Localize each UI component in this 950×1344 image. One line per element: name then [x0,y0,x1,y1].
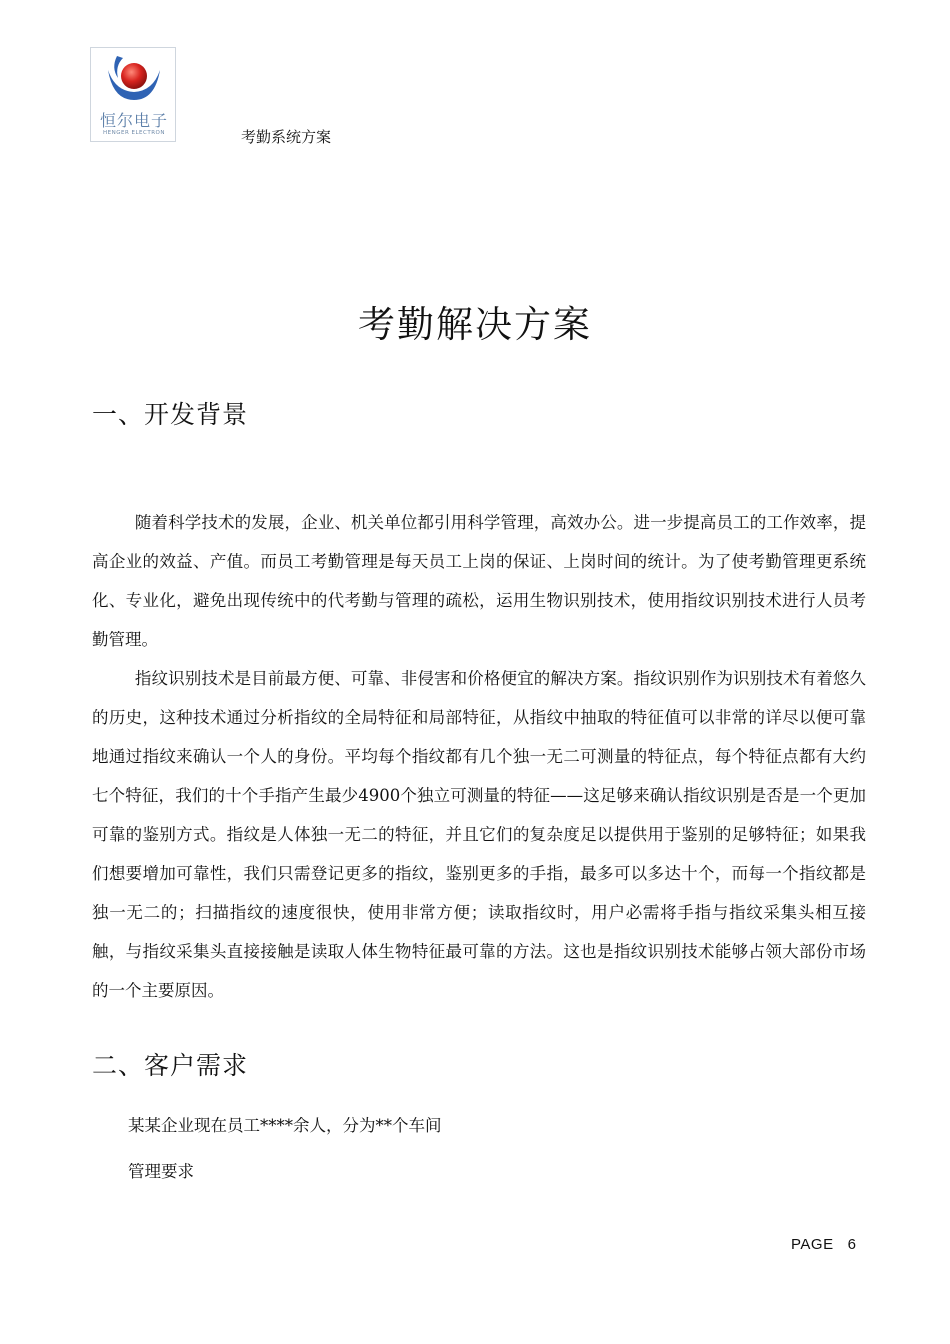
document-title: 考勤解决方案 [358,303,592,346]
company-logo [90,47,176,142]
requirement-line-staff: 某某企业现在员工****余人，分为**个车间 [128,1116,442,1135]
section-heading-requirements: 二、客户需求 [92,1051,249,1080]
logo-name-cn: 恒尔电子 [99,111,168,130]
logo-name-en: HENGER ELECTRON [102,130,165,136]
paragraph-background-1: 随着科学技术的发展，企业、机关单位都引用科学管理，高效办公。进一步提高员工的工作效率，提高企业的效益、产值。而员工考勤管理是每天员工上岗的保证、上岗时间的统计。为了使考勤管理更系统化、专业化，避免出现传统中的代考勤与管理的疏松，运用生物识别技术，使用指纹识别技术进行人员考勤管理。 [92,513,866,649]
page-number [791,1236,856,1253]
page-label: PAGE [791,1236,834,1253]
header-title: 考勤系统方案 [241,128,332,146]
page-number-value: 6 [847,1236,857,1253]
logo-emblem-icon [91,48,177,110]
paragraph-background-2: 指纹识别技术是目前最方便、可靠、非侵害和价格便宜的解决方案。指纹识别作为识别技术有着悠久的历史，这种技术通过分析指纹的全局特征和局部特征，从指纹中抽取的特征值可以非常的详尽以便可靠地通过指纹来确认一个人的身份。平均每个指纹都有几个独一无二可测量的特征点，每个特征点都有大约七个特征，我们的十个手指产生最少4900个独立可测量的特征——这足够来确认指纹识别是否是一个更加可靠的鉴别方式。指纹是人体独一无二的特征，并且它们的复杂度足以提供用于鉴别的足够特征；如果我们想要增加可靠性，我们只需登记更多的指纹，鉴别更多的手指，最多可以多达十个，而每一个指纹都是独一无二的；扫描指纹的速度很快，使用非常方便；读取指纹时，用户必需将手指与指纹采集头相互接触，与指纹采集头直接接触是读取人体生物特征最可靠的方法。这也是指纹识别技术能够占领大部份市场的一个主要原因。 [92,669,866,1000]
section-heading-background: 一、开发背景 [92,400,249,429]
requirement-line-management: 管理要求 [128,1162,194,1181]
